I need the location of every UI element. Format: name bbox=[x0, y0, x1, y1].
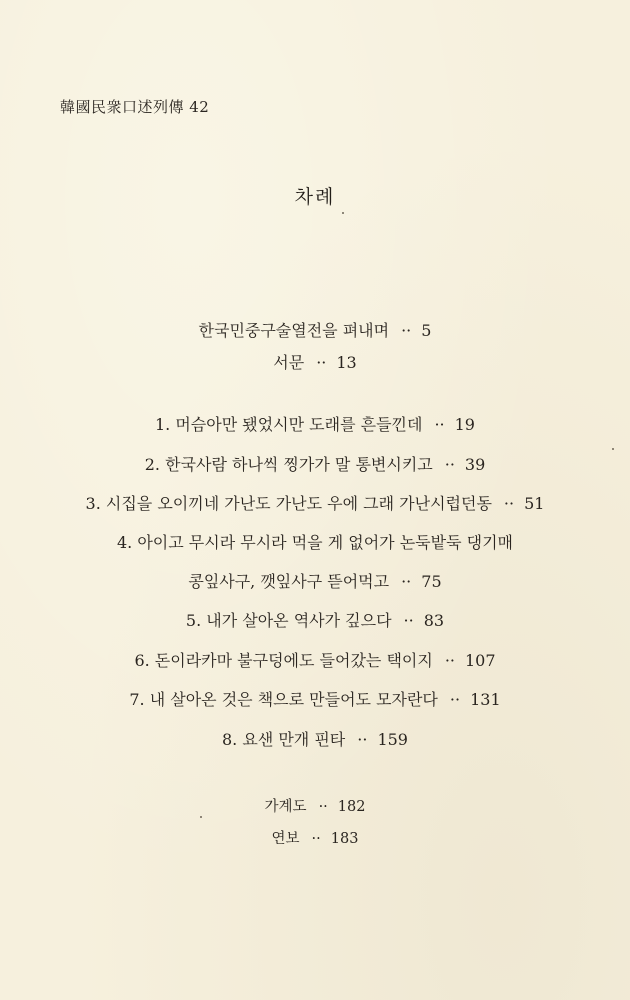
toc-entry-chapter-8 bbox=[20, 727, 610, 750]
entry-title: 1. 머슴아만 됐었시만 도래를 흔들낀데 bbox=[155, 415, 423, 434]
entry-title: 한국민중구술열전을 펴내며 bbox=[198, 321, 390, 340]
entry-separator: ·· bbox=[434, 415, 445, 434]
entry-page: 131 bbox=[470, 690, 501, 709]
entry-page: 159 bbox=[377, 730, 408, 749]
entry-separator: ·· bbox=[401, 321, 412, 340]
entry-title: 연보 bbox=[271, 831, 300, 847]
toc-entry-chapter-1 bbox=[20, 412, 610, 435]
series-title: 韓國民衆口述列傳 42 bbox=[60, 98, 210, 116]
toc-entry-chapter-4-line-1 bbox=[20, 530, 610, 553]
toc-entry-family-tree bbox=[20, 795, 610, 816]
entry-title: 3. 시집을 오이끼네 가난도 가난도 우에 그래 가난시럽던동 bbox=[85, 494, 492, 513]
entry-page: 19 bbox=[454, 415, 475, 434]
toc-heading: 차례 bbox=[294, 186, 336, 208]
toc-entry-foreword bbox=[20, 318, 610, 341]
entry-page: 107 bbox=[465, 651, 496, 670]
entry-page: 183 bbox=[330, 831, 359, 847]
toc-entry-preface bbox=[20, 350, 610, 373]
toc-entry-chronology bbox=[20, 827, 610, 848]
entry-title: 콩잎사구, 깻잎사구 뜯어먹고 bbox=[188, 572, 390, 591]
entry-separator: ·· bbox=[503, 494, 515, 513]
entry-separator: ·· bbox=[444, 651, 455, 670]
entry-title: 6. 돈이라카마 불구덩에도 들어갔는 택이지 bbox=[134, 651, 433, 670]
toc-entry-chapter-5 bbox=[20, 608, 610, 631]
entry-separator: ·· bbox=[316, 353, 327, 372]
entry-title: 8. 요샌 만개 핀타 bbox=[222, 730, 346, 749]
toc-entry-chapter-4-line-2 bbox=[20, 569, 610, 592]
entry-page: 13 bbox=[336, 353, 357, 372]
entry-page: 39 bbox=[464, 455, 486, 474]
entry-title: 2. 한국사람 하나씩 찡가가 말 통변시키고 bbox=[144, 455, 433, 474]
entry-separator: ·· bbox=[318, 799, 328, 815]
entry-title: 4. 아이고 무시라 무시라 먹을 게 없어가 논둑밭둑 댕기매 bbox=[117, 533, 513, 552]
entry-title: 서문 bbox=[273, 353, 305, 372]
entry-title: 7. 내 살아온 것은 책으로 만들어도 모자란다 bbox=[129, 690, 438, 709]
entry-separator: ·· bbox=[401, 572, 412, 591]
entry-title: 가계도 bbox=[264, 799, 307, 815]
entry-separator: ·· bbox=[449, 690, 461, 709]
toc-entry-chapter-7 bbox=[20, 687, 610, 710]
paper-speck bbox=[612, 448, 614, 450]
entry-separator: ·· bbox=[403, 611, 414, 630]
toc-entry-chapter-3 bbox=[20, 491, 610, 514]
entry-title: 5. 내가 살아온 역사가 깊으다 bbox=[185, 611, 392, 630]
entry-separator: ·· bbox=[357, 730, 368, 749]
entry-page: 5 bbox=[421, 321, 432, 340]
entry-page: 83 bbox=[423, 611, 445, 630]
entry-page: 51 bbox=[524, 494, 545, 513]
entry-separator: ·· bbox=[311, 831, 321, 847]
paper-speck bbox=[200, 816, 202, 818]
entry-page: 75 bbox=[421, 572, 442, 591]
toc-entry-chapter-2 bbox=[20, 452, 610, 475]
entry-separator: ·· bbox=[444, 455, 455, 474]
entry-page: 182 bbox=[337, 799, 366, 815]
toc-entry-chapter-6 bbox=[20, 648, 610, 671]
paper-speck bbox=[342, 212, 344, 214]
